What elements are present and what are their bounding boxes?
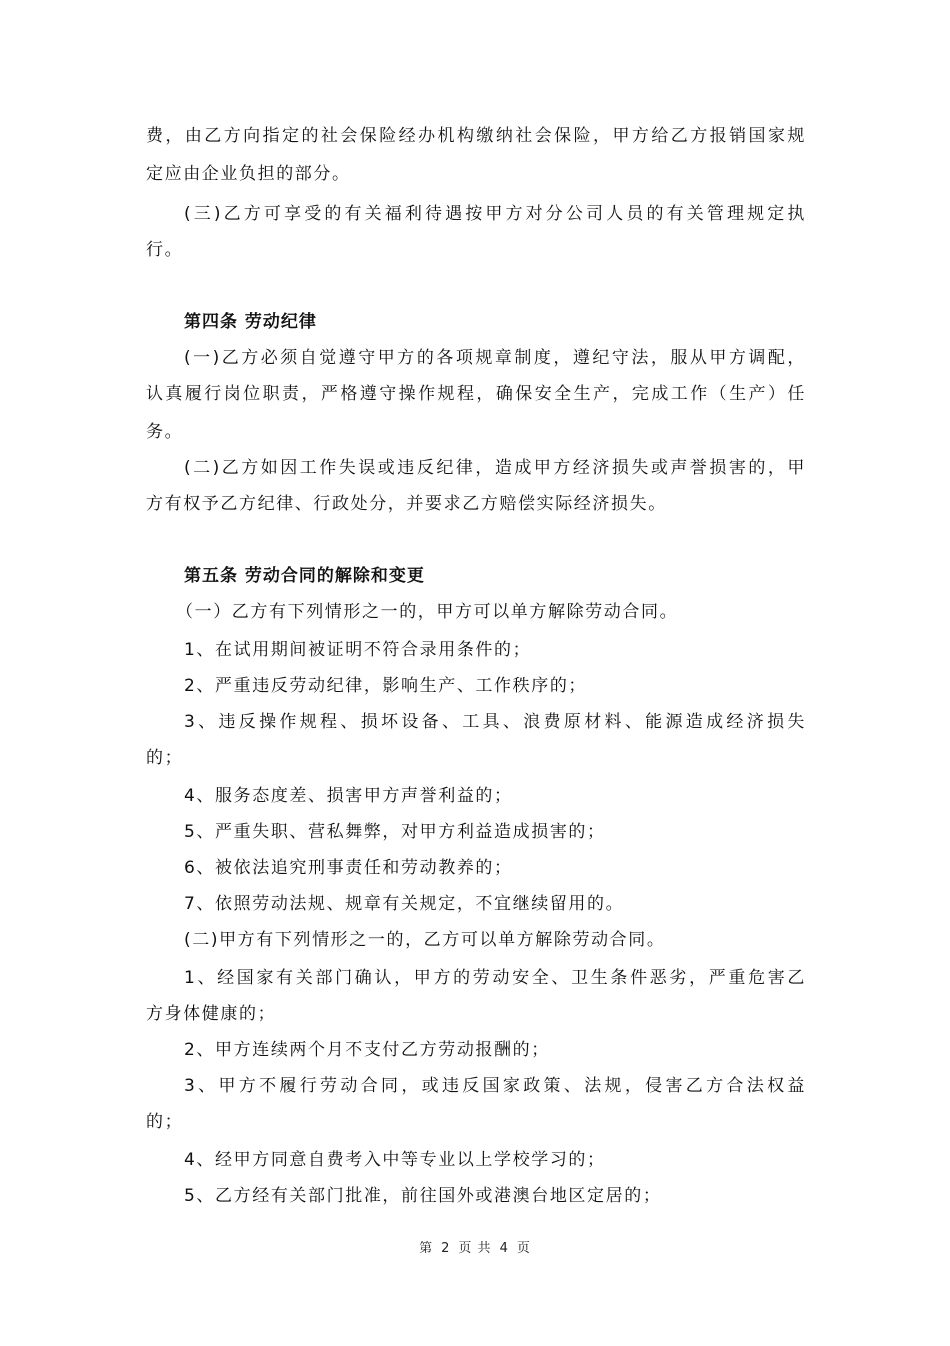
list-item: 5、乙方经有关部门批准，前往国外或港澳台地区定居的； [184, 1186, 662, 1206]
paragraph-line: (二)乙方如因工作失误或违反纪律，造成甲方经济损失或声誉损害的，甲 [184, 458, 806, 478]
paragraph-line: 方有权予乙方纪律、行政处分，并要求乙方赔偿实际经济损失。 [146, 494, 667, 514]
paragraph-line: (三)乙方可享受的有关福利待遇按甲方对分公司人员的有关管理规定执 [184, 204, 806, 224]
page-suffix: 页 [516, 1241, 531, 1256]
list-item: 1、经国家有关部门确认，甲方的劳动安全、卫生条件恶劣，严重危害乙 [184, 968, 806, 988]
paragraph-line: 定应由企业负担的部分。 [146, 164, 351, 184]
list-item: 4、经甲方同意自费考入中等专业以上学校学习的； [184, 1150, 606, 1170]
paragraph-line: （一）乙方有下列情形之一的，甲方可以单方解除劳动合同。 [176, 602, 679, 622]
list-item: 5、严重失职、营私舞弊，对甲方利益造成损害的； [184, 822, 606, 842]
paragraph-line: 务。 [146, 422, 184, 442]
paragraph-line: (一)乙方必须自觉遵守甲方的各项规章制度，遵纪守法，服从甲方调配， [184, 348, 806, 368]
paragraph-line: (二)甲方有下列情形之一的，乙方可以单方解除劳动合同。 [184, 930, 666, 950]
paragraph-line: 行。 [146, 240, 184, 260]
list-item: 3、违反操作规程、损坏设备、工具、浪费原材料、能源造成经济损失 [184, 712, 806, 732]
list-item: 6、被依法追究刑事责任和劳动教养的； [184, 858, 513, 878]
paragraph-line: 的； [146, 748, 184, 768]
current-page-number: 2 [441, 1241, 451, 1256]
list-item: 3、甲方不履行劳动合同，或违反国家政策、法规，侵害乙方合法权益 [184, 1076, 806, 1096]
section-heading: 第四条 劳动纪律 [184, 312, 317, 332]
list-item: 1、在试用期间被证明不符合录用条件的； [184, 640, 532, 660]
paragraph-line: 费，由乙方向指定的社会保险经办机构缴纳社会保险，甲方给乙方报销国家规 [146, 126, 806, 146]
list-item: 4、服务态度差、损害甲方声誉利益的； [184, 786, 513, 806]
page-prefix: 第 [419, 1241, 434, 1256]
list-item: 7、依照劳动法规、规章有关规定，不宜继续留用的。 [184, 894, 625, 914]
paragraph-line: 方身体健康的； [146, 1004, 277, 1024]
paragraph-line: 的； [146, 1112, 184, 1132]
page-footer [0, 1240, 950, 1258]
page-mid: 页 共 [458, 1241, 492, 1256]
section-heading: 第五条 劳动合同的解除和变更 [184, 566, 425, 586]
list-item: 2、甲方连续两个月不支付乙方劳动报酬的； [184, 1040, 550, 1060]
list-item: 2、严重违反劳动纪律，影响生产、工作秩序的； [184, 676, 588, 696]
total-pages-number: 4 [499, 1241, 509, 1256]
paragraph-line: 认真履行岗位职责，严格遵守操作规程，确保安全生产，完成工作（生产）任 [146, 384, 806, 404]
